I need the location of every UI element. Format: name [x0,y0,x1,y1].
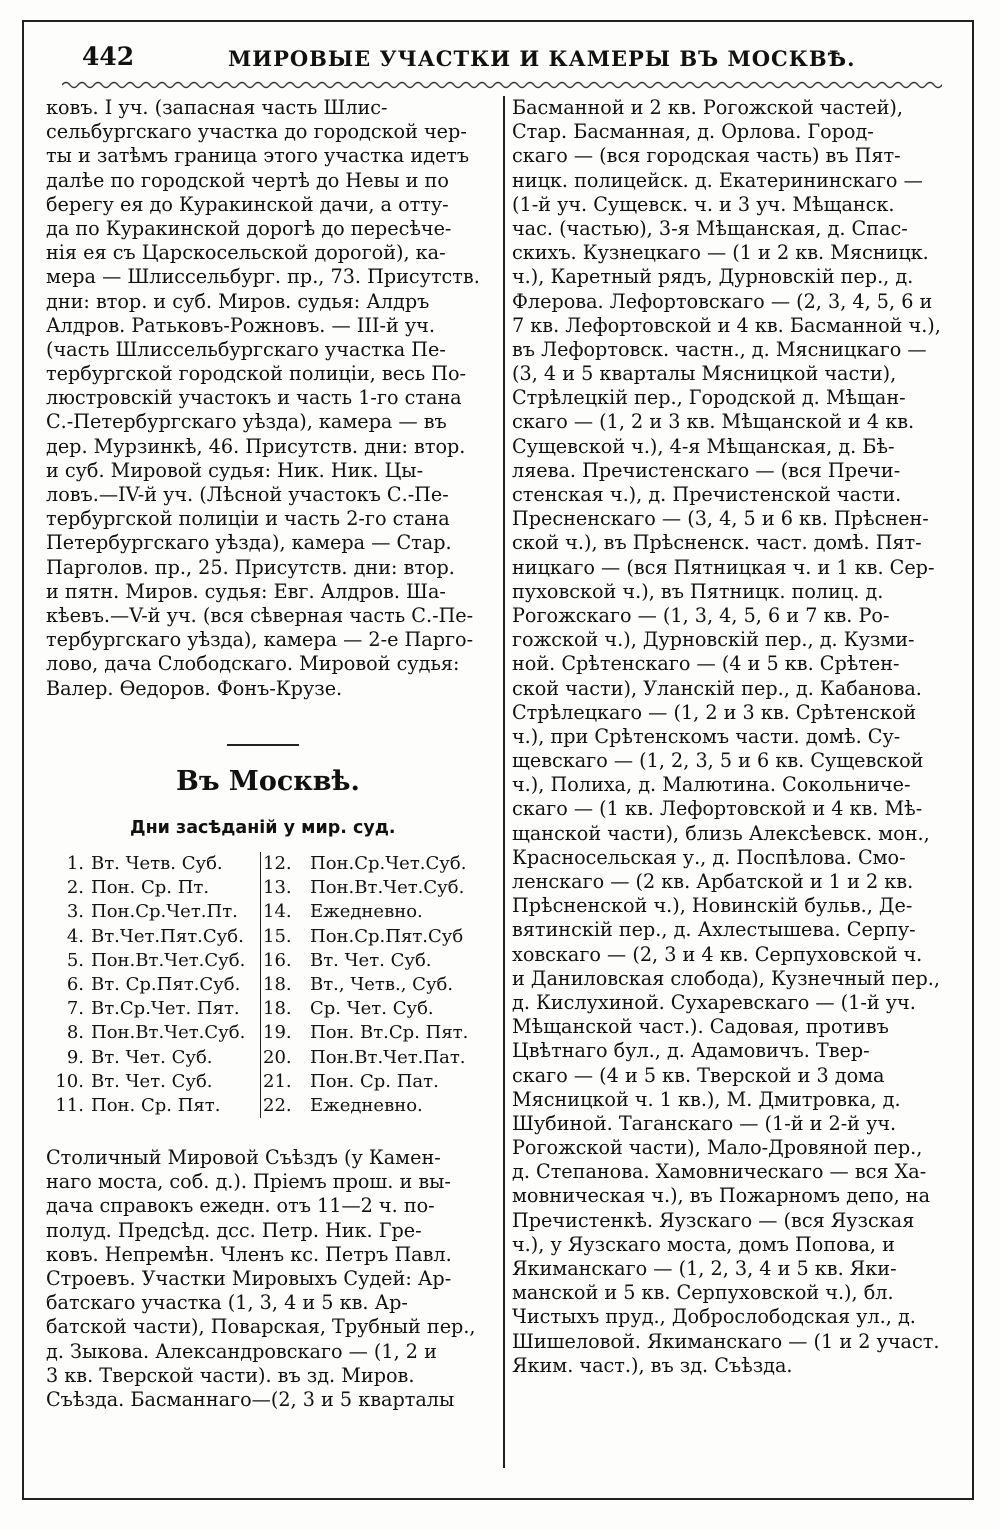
text-line: С.-Петербургскаго уѣзда), камера — въ [46,410,447,434]
text-line: ляева. Пречистенскаго — (вся Пречи- [512,458,901,482]
text-line: ской части), Уланскій пер., д. Кабанова. [512,676,922,700]
text-line: Флерова. Лефортовскаго — (2, 3, 4, 5, 6 и [512,289,933,313]
text-line: ч.), Полиха, д. Малютина. Сокольниче- [512,773,911,797]
schedule-cell: Пон. Ср. Пат. [310,1070,439,1092]
schedule-cell: 1. [66,853,84,874]
schedule-row [48,949,494,973]
text-line: скаго — (1, 2 и 3 кв. Мѣщанской и 4 кв. [512,410,915,434]
schedule-cell: 15. [260,925,307,949]
text-line: вятинскій пер., д. Ахлестышева. Серпу- [512,918,916,942]
text-line: 3 кв. Тверской части). въ зд. Миров. [46,1363,415,1387]
text-line: батскаго участка (1, 3, 4 и 5 кв. Ар- [46,1291,408,1315]
text-line: щанской части), близь Алексѣевск. мон., [512,821,930,845]
text-line: да по Куракинской дорогѣ до пересѣче- [46,216,452,240]
text-line: Пречистенкѣ. Яузскаго — (вся Яузская [512,1208,915,1232]
text-line: щевскаго — (1, 2, 3, 5 и 6 кв. Сущевской [512,749,924,773]
schedule-cell: 4. [66,925,84,947]
text-line: люстровскій участокъ и часть 1-го стана [46,386,462,410]
schedule-cell: Вт. Ср.Пят.Суб. [91,973,241,995]
text-line: Шубиной. Таганскаго — (1-й и 2-й уч. [512,1111,897,1135]
text-line: гожской ч.), Дурновскій пер., д. Кузми- [512,628,915,652]
column-divider [503,96,505,1468]
text-line: час. (частью), 3-я Мѣщанская, д. Спас- [512,216,908,240]
schedule-row [48,876,494,900]
text-line: Сущевской ч.), 4-я Мѣщанская, д. Бѣ- [512,434,895,458]
text-line: д. Кислухиной. Сухаревскаго — (1-й уч. [512,990,916,1014]
section-title: Въ Москвѣ. [176,766,360,797]
text-line: Якиманскаго — (1, 2, 3, 4 и 5 кв. Яки- [512,1257,897,1280]
text-line: Рогожскаго — (1, 3, 4, 5, 6 и 7 кв. Ро- [512,603,890,627]
text-line: наго моста, соб. д.). Пріемъ прош. и вы- [46,1170,451,1194]
text-line: Яким. част.), въ зд. Съѣзда. [512,1353,793,1377]
text-line: Столичный Мировой Съѣздъ (у Камен- [46,1146,441,1169]
text-line: 7 кв. Лефортовской и 4 кв. Басманной ч.), [512,313,941,337]
text-line: д. Зыкова. Александровскаго — (1, 2 и [46,1339,437,1363]
text-line: скихъ. Кузнецкаго — (1 и 2 кв. Мясницк. [512,241,929,265]
schedule-row [48,1021,494,1045]
text-line: скаго — (1 кв. Лефортовской и 4 кв. Мѣ- [512,797,923,821]
text-line: Петербургскаго уѣзда), камера — Стар. [46,531,452,555]
text-line: скаго — (вся городская часть) въ Пят- [512,144,901,168]
text-line: тербургскаго уѣзда), камера — 2-е Парго- [46,628,474,652]
schedule-cell: Пон.Ср.Пят.Суб [310,925,464,947]
text-line: ч.), при Срѣтенскомъ части. домѣ. Су- [512,724,901,748]
text-line: далѣе по городской чертѣ до Невы и по [46,168,449,192]
schedule-cell: 18. [260,997,307,1021]
schedule-cell: 11. [55,1094,84,1116]
schedule-row [48,973,494,997]
section-separator [227,744,299,746]
schedule-cell: Пон.Вт.Чет.Суб. [91,1022,246,1044]
schedule-cell: Ежедневно. [310,1094,423,1116]
text-line: сельбургскаго участка до городской чер- [46,120,467,144]
page-number: 442 [82,42,135,71]
schedule-row [48,1046,494,1070]
text-line: нія ея съ Царскосельской дорогой), ка- [46,241,446,265]
text-line: Пресненскаго — (3, 4, 5 и 6 кв. Прѣснен- [512,507,929,531]
schedule-cell: Вт. Четв. Суб. [91,853,223,874]
text-line: Шишеловой. Якиманскаго — (1 и 2 участ. [512,1329,940,1353]
text-line: Цвѣтнаго бул., д. Адамовичъ. Твер- [512,1039,870,1063]
schedule-cell: 13. [260,876,307,900]
text-line: (1-й уч. Сущевск. ч. и 3 уч. Мѣщанск. [512,192,895,216]
text-line: пуховской ч.), въ Пятницк. полиц. д. [512,579,884,603]
text-line: дача справокъ ежедн. отъ 11—2 ч. по- [46,1194,435,1218]
schedule-cell: Вт.Чет.Пят.Суб. [91,925,244,947]
text-line: ч.), Каретный рядъ, Дурновскій пер., д. [512,265,914,289]
text-line: д. Степанова. Хамовническаго — вся Ха- [512,1160,927,1184]
left-column-top-text [46,96,494,701]
schedule-title: Дни засѣданій у мир. суд. [130,818,396,838]
text-line: дни: втор. и суб. Миров. судья: Алдръ [46,289,430,313]
text-line: ницк. полицейск. д. Екатерининскаго — [512,168,923,192]
text-line: Съѣзда. Басманнаго—(2, 3 и 5 кварталы [46,1387,455,1411]
schedule-cell: 2. [66,877,84,899]
schedule-row [48,852,494,876]
schedule-cell: Пон.Вт.Чет.Суб. [91,949,246,971]
schedule-cell: Вт. Чет. Суб. [91,1070,213,1092]
text-line: Стрѣлецкій пер., Городской д. Мѣщан- [512,386,906,410]
schedule-row [48,1070,494,1094]
text-line: лово, дача Слободскаго. Мировой судья: [46,652,460,676]
text-line: тербургской городской полиціи, весь По- [46,362,467,386]
schedule-cell: Ежедневно. [310,901,423,923]
text-line: Стар. Басманная, д. Орлова. Город- [512,120,874,144]
text-line: батской части), Поварская, Трубный пер., [46,1315,476,1339]
text-line: и суб. Мировой судья: Ник. Ник. Цы- [46,458,424,482]
text-line: дер. Мурзинкѣ, 46. Присутств. дни: втор. [46,434,466,458]
text-line: берегу ея до Куракинской дачи, а отту- [46,192,449,216]
text-line: Стрѣлецкаго — (1, 2 и 3 кв. Срѣтенской [512,700,917,724]
schedule-cell: Пон. Вт.Ср. Пят. [310,1022,469,1044]
text-line: ковъ. Непремѣн. Членъ кс. Петръ Павл. [46,1242,452,1266]
schedule-cell: 22. [260,1094,307,1118]
text-line: ч.), у Яузскаго моста, домъ Попова, и [512,1232,895,1256]
left-column-bottom-text [46,1146,494,1412]
schedule-cell: 19. [260,1021,307,1045]
text-line: полуд. Предсѣд. дсс. Петр. Ник. Гре- [46,1218,422,1242]
schedule-cell: Пон.Вт.Чет.Суб. [310,877,465,899]
schedule-row [48,1094,494,1118]
schedule-cell: Пон.Ср.Чет.Пт. [91,901,238,923]
text-line: ленскаго — (2 кв. Арбатской и 1 и 2 кв. [512,870,914,893]
schedule-cell: 21. [260,1070,307,1094]
text-line: Алдров. Ратьковъ-Рожновъ. — III-й уч. [46,313,435,337]
schedule-cell: 6. [66,973,84,995]
schedule-row [48,900,494,924]
schedule-cell: 5. [66,949,84,971]
schedule-cell: 10. [55,1070,84,1092]
text-line: Басманной и 2 кв. Рогожской частей), [512,96,903,119]
text-line: ской ч.), въ Прѣсненск. част. домѣ. Пят- [512,531,922,555]
text-line: (часть Шлиссельбургскаго участка Пе- [46,337,446,361]
text-line: Валер. Ѳедоров. Фонъ-Крузе. [46,676,343,700]
schedule-cell: Вт., Четв., Суб. [310,973,454,995]
schedule-cell: 18. [260,973,307,997]
schedule-row [48,997,494,1021]
text-line: ной. Срѣтенскаго — (4 и 5 кв. Срѣтен- [512,652,900,676]
running-title: МИРОВЫЕ УЧАСТКИ И КАМЕРЫ ВЪ МОСКВѢ. [228,46,856,71]
schedule-cell: Ср. Чет. Суб. [310,998,434,1020]
text-line: Парголов. пр., 25. Присутств. дни: втор. [46,555,455,579]
schedule-cell: Пон.Ср.Чет.Суб. [310,853,467,874]
schedule-row [48,925,494,949]
schedule-cell: 7. [66,998,84,1020]
text-line: Чистыхъ пруд., Доброслободская ул., д. [512,1305,916,1329]
schedule-table [48,852,494,1118]
text-line: манской и 5 кв. Серпуховской ч.), бл. [512,1281,894,1305]
schedule-cell: 8. [66,1022,84,1044]
text-line: (3, 4 и 5 кварталы Мясницкой части), [512,362,897,386]
text-line: стенская ч.), д. Пречистенской части. [512,483,902,506]
text-line: Мясницкой ч. 1 кв.), М. Дмитровка, д. [512,1087,901,1111]
text-line: Рогожской части), Мало-Дровяной пер., [512,1136,923,1160]
text-line: ховскаго — (2, 3 и 4 кв. Серпуховской ч. [512,942,923,966]
text-line: ковъ. I уч. (запасная часть Шлис- [46,96,388,119]
schedule-cell: 16. [260,949,307,973]
text-line: въ Лефортовск. частн., д. Мясницкаго — [512,337,927,361]
text-line: мера — Шлиссельбург. пр., 73. Присутств. [46,265,480,289]
schedule-cell: Вт. Чет. Суб. [91,1046,213,1068]
schedule-cell: 9. [66,1046,84,1068]
schedule-cell: Вт. Чет. Суб. [310,949,432,971]
text-line: ты и затѣмъ граница этого участка идетъ [46,144,470,168]
text-line: ницкаго — (вся Пятницкая ч. и 1 кв. Сер- [512,555,935,579]
schedule-cell: 3. [66,901,84,923]
schedule-cell: Пон. Ср. Пт. [91,877,210,899]
text-line: и пятн. Миров. судья: Евг. Алдров. Ша- [46,579,446,603]
schedule-cell: Пон. Ср. Пят. [91,1094,221,1116]
text-line: Красносельская у., д. Поспѣлова. Смо- [512,845,906,869]
text-line: скаго — (4 и 5 кв. Тверской и 3 дома [512,1063,885,1087]
schedule-cell: Вт.Ср.Чет. Пят. [91,998,240,1020]
text-line: тербургской полиціи и часть 2-го стана [46,507,450,531]
schedule-cell: 20. [260,1046,307,1070]
right-column-text [512,96,960,1378]
text-line: кѣевъ.—V-й уч. (вся сѣверная часть С.-Пе- [46,603,474,627]
text-line: и Даниловская слобода), Кузнечный пер., [512,966,940,990]
schedule-cell: Пон.Вт.Чет.Пат. [310,1046,466,1068]
decorative-wavy-rule [62,78,942,92]
text-line: Мѣщанской част.). Садовая, противъ [512,1015,889,1039]
schedule-cell: 14. [260,900,307,924]
text-line: ловъ.—IV-й уч. (Лѣсной участокъ С.-Пе- [46,483,449,506]
text-line: мовническая ч.), въ Пожарномъ депо, на [512,1184,931,1208]
text-line: Строевъ. Участки Мировыхъ Судей: Ар- [46,1266,452,1290]
schedule-cell: 12. [260,852,307,876]
text-line: Прѣсненской ч.), Новинскій бульв., Де- [512,894,913,918]
